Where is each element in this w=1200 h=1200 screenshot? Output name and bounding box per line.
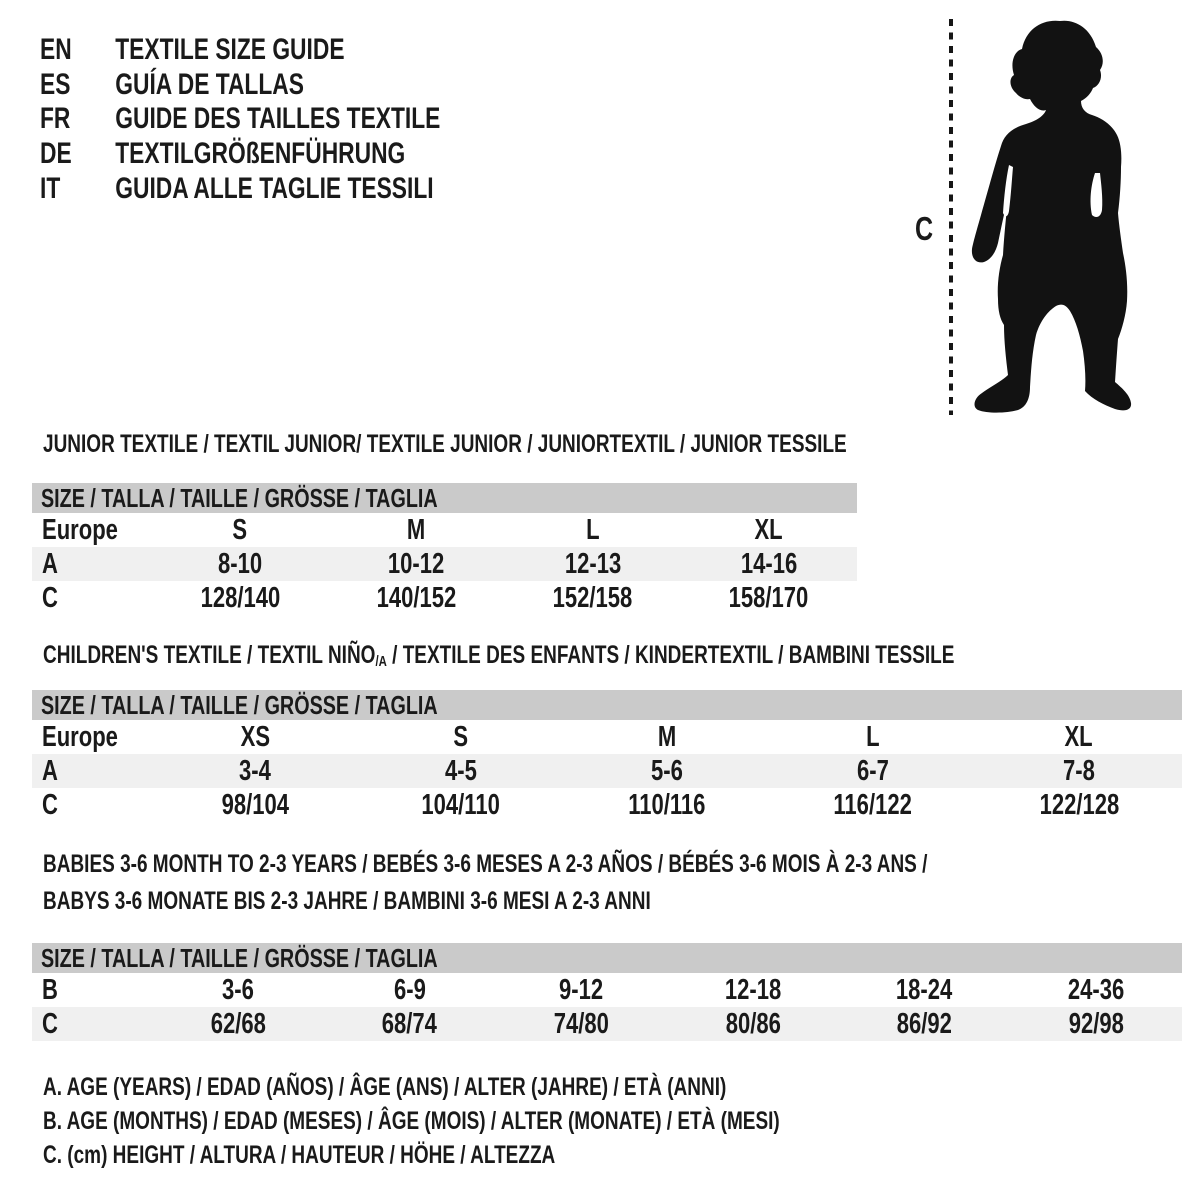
table-cell — [152, 548, 328, 581]
junior-size-table — [32, 483, 857, 615]
table-cell — [505, 514, 681, 547]
table-cell — [976, 721, 1182, 754]
table-row-europe — [32, 513, 857, 547]
language-code: IT — [40, 171, 61, 205]
table-cell-text: 104/110 — [421, 788, 501, 821]
table-row-a — [32, 547, 857, 581]
table-cell — [1010, 974, 1182, 1007]
table-cell-text: 12-13 — [564, 547, 621, 580]
row-label — [32, 974, 152, 1007]
row-label — [32, 514, 152, 547]
table-cell-text: 140/152 — [376, 581, 457, 614]
babies-title-line2: BABYS 3-6 MONATE BIS 2-3 JAHRE / BAMBINI 3-6 MESI A 2-3 ANNI — [43, 887, 651, 915]
table-cell-text: 3-4 — [239, 754, 271, 787]
language-row-fr — [40, 102, 440, 137]
baby-silhouette-path — [972, 21, 1131, 413]
babies-title-line1: BABIES 3-6 MONTH TO 2-3 YEARS / BEBÉS 3-6 MESES A 2-3 AÑOS / BÉBÉS 3-6 MOIS À 2-3 ANS / — [43, 850, 928, 878]
children-size-table — [32, 690, 1182, 822]
table-cell — [495, 974, 667, 1007]
table-cell — [839, 974, 1011, 1007]
table-cell-text: 6-7 — [857, 754, 889, 787]
table-cell-text: 10-12 — [388, 547, 445, 580]
table-row-c — [32, 581, 857, 615]
table-cell — [505, 548, 681, 581]
table-cell-text: S — [453, 720, 469, 753]
row-label-text: C — [42, 788, 58, 821]
legend-line-height — [43, 1138, 1012, 1172]
row-label-text: Europe — [42, 720, 118, 753]
table-cell — [667, 1008, 839, 1041]
legend-line-age-months-text: B. AGE (MONTHS) / EDAD (MESES) / ÂGE (MOIS) / ALTER (MONATE) / ETÀ (MESI) — [43, 1106, 780, 1135]
legend-line-age-months — [43, 1104, 1012, 1138]
table-cell — [152, 755, 358, 788]
table-cell-text: 12-18 — [724, 973, 782, 1006]
table-cell — [681, 548, 857, 581]
table-cell-text: 14-16 — [740, 547, 798, 580]
children-title-sub: /A — [375, 653, 387, 670]
table-cell-text: 158/170 — [729, 581, 809, 614]
language-row-es — [40, 68, 440, 103]
table-cell — [358, 721, 564, 754]
table-cell — [328, 548, 504, 581]
baby-silhouette — [960, 15, 1150, 425]
table-row-c — [32, 788, 1182, 822]
table-cell-text: 98/104 — [221, 788, 289, 821]
children-title-suffix: / TEXTILE DES ENFANTS / KINDERTEXTIL / BAMBINI TESSILE — [386, 641, 955, 669]
table-cell — [152, 974, 324, 1007]
language-row-de — [40, 137, 440, 172]
table-cell — [495, 1008, 667, 1041]
row-label — [32, 789, 152, 822]
language-guide-title: GUIDE DES TAILLES TEXTILE — [115, 102, 441, 136]
table-cell — [152, 789, 358, 822]
table-cell — [152, 514, 328, 547]
table-cell-text: 128/140 — [200, 581, 280, 614]
table-cell — [839, 1008, 1011, 1041]
table-cell-text: 152/158 — [552, 581, 633, 614]
row-label-text: B — [42, 973, 58, 1006]
table-row-a — [32, 754, 1182, 788]
table-cell — [681, 582, 857, 615]
table-cell-text: 24-36 — [1068, 973, 1125, 1006]
row-label — [32, 721, 152, 754]
height-dashed-line — [949, 19, 953, 415]
language-code: EN — [40, 33, 72, 67]
table-cell — [667, 974, 839, 1007]
table-cell — [505, 582, 681, 615]
language-row-it — [40, 171, 440, 206]
table-cell-text: 18-24 — [896, 973, 953, 1006]
table-cell-text: XL — [1064, 720, 1094, 753]
table-cell-text: 3-6 — [221, 973, 254, 1006]
table-cell-text: 9-12 — [559, 973, 604, 1006]
babies-title-line2-wrap — [43, 883, 1200, 920]
table-cell — [324, 1008, 496, 1041]
table-cell-text: 110/116 — [628, 788, 706, 821]
legend-line-height-text: C. (cm) HEIGHT / ALTURA / HAUTEUR / HÖHE / ALTEZZA — [43, 1140, 556, 1169]
table-cell-text: 74/80 — [553, 1007, 609, 1040]
size-header-text: SIZE / TALLA / TAILLE / GRÖSSE / TAGLIA — [41, 482, 438, 513]
language-code: ES — [40, 67, 71, 101]
children-title-prefix: CHILDREN'S TEXTILE / TEXTIL NIÑO — [43, 641, 376, 669]
legend-line-age-years — [43, 1070, 1012, 1104]
language-guide-title: TEXTILGRÖßENFÜHRUNG — [115, 137, 406, 171]
table-cell-text: 68/74 — [381, 1007, 438, 1040]
row-label — [32, 1008, 152, 1041]
language-guide-title: GUIDA ALLE TAGLIE TESSILI — [115, 171, 434, 205]
table-cell — [770, 755, 976, 788]
table-cell — [1010, 1008, 1182, 1041]
table-cell — [152, 721, 358, 754]
babies-size-table — [32, 943, 1182, 1041]
table-cell-text: XS — [240, 720, 270, 753]
table-cell-text: 80/86 — [725, 1007, 781, 1040]
junior-section-title-text: JUNIOR TEXTILE / TEXTIL JUNIOR/ TEXTILE JUNIOR / JUNIORTEXTIL / JUNIOR TESSILE — [43, 430, 847, 458]
table-cell — [564, 721, 770, 754]
babies-section-title — [43, 846, 1200, 920]
table-cell — [358, 755, 564, 788]
row-label — [32, 582, 152, 615]
table-cell — [328, 514, 504, 547]
table-cell-text: 5-6 — [651, 754, 683, 787]
table-cell-text: 86/92 — [896, 1007, 953, 1040]
table-row-c — [32, 1007, 1182, 1041]
size-header-bar — [32, 943, 1182, 973]
table-cell-text: S — [232, 513, 248, 546]
table-cell — [770, 721, 976, 754]
language-title-list — [40, 33, 567, 206]
children-section-title — [43, 641, 1200, 673]
table-cell-text: 6-9 — [393, 973, 426, 1006]
table-cell — [976, 789, 1182, 822]
table-cell-text: 8-10 — [218, 547, 263, 580]
table-cell-text: 4-5 — [445, 754, 477, 787]
height-measure-label — [915, 210, 939, 248]
table-cell — [152, 1008, 324, 1041]
language-guide-title: GUÍA DE TALLAS — [115, 67, 304, 101]
table-cell — [564, 789, 770, 822]
row-label-text: C — [42, 581, 58, 614]
size-header-bar — [32, 690, 1182, 720]
row-label-text: C — [42, 1007, 58, 1040]
table-cell — [564, 755, 770, 788]
table-cell-text: XL — [754, 513, 783, 546]
table-cell — [358, 789, 564, 822]
table-row-b — [32, 973, 1182, 1007]
measurement-legend — [43, 1070, 1012, 1172]
row-label-text: A — [42, 754, 58, 787]
table-cell-text: L — [585, 513, 600, 546]
height-measure-letter: C — [915, 210, 934, 247]
legend-line-age-years-text: A. AGE (YEARS) / EDAD (AÑOS) / ÂGE (ANS) / ALTER (JAHRE) / ETÀ (ANNI) — [43, 1072, 727, 1101]
table-cell — [681, 514, 857, 547]
junior-section-title — [43, 430, 1101, 459]
language-code: FR — [40, 102, 71, 136]
children-section-title-text — [43, 641, 954, 673]
row-label-text: A — [42, 547, 58, 580]
table-cell-text: 122/128 — [1039, 788, 1119, 821]
language-code: DE — [40, 137, 72, 171]
size-header-text: SIZE / TALLA / TAILLE / GRÖSSE / TAGLIA — [41, 689, 438, 720]
size-header-text: SIZE / TALLA / TAILLE / GRÖSSE / TAGLIA — [41, 942, 438, 973]
table-row-europe — [32, 720, 1182, 754]
table-cell — [770, 789, 976, 822]
table-cell — [152, 582, 328, 615]
table-cell-text: 92/98 — [1068, 1007, 1124, 1040]
table-cell-text: 116/122 — [833, 788, 913, 821]
table-cell-text: L — [866, 720, 880, 753]
table-cell — [324, 974, 496, 1007]
babies-title-line1-wrap — [43, 846, 1200, 883]
row-label-text: Europe — [42, 513, 118, 546]
table-cell-text: M — [657, 720, 677, 753]
size-header-bar — [32, 483, 857, 513]
row-label — [32, 548, 152, 581]
language-guide-title: TEXTILE SIZE GUIDE — [115, 33, 345, 67]
row-label — [32, 755, 152, 788]
table-cell-text: 62/68 — [210, 1007, 266, 1040]
table-cell — [976, 755, 1182, 788]
table-cell-text: 7-8 — [1063, 754, 1095, 787]
table-cell — [328, 582, 504, 615]
language-row-en — [40, 33, 440, 68]
table-cell-text: M — [407, 513, 426, 546]
